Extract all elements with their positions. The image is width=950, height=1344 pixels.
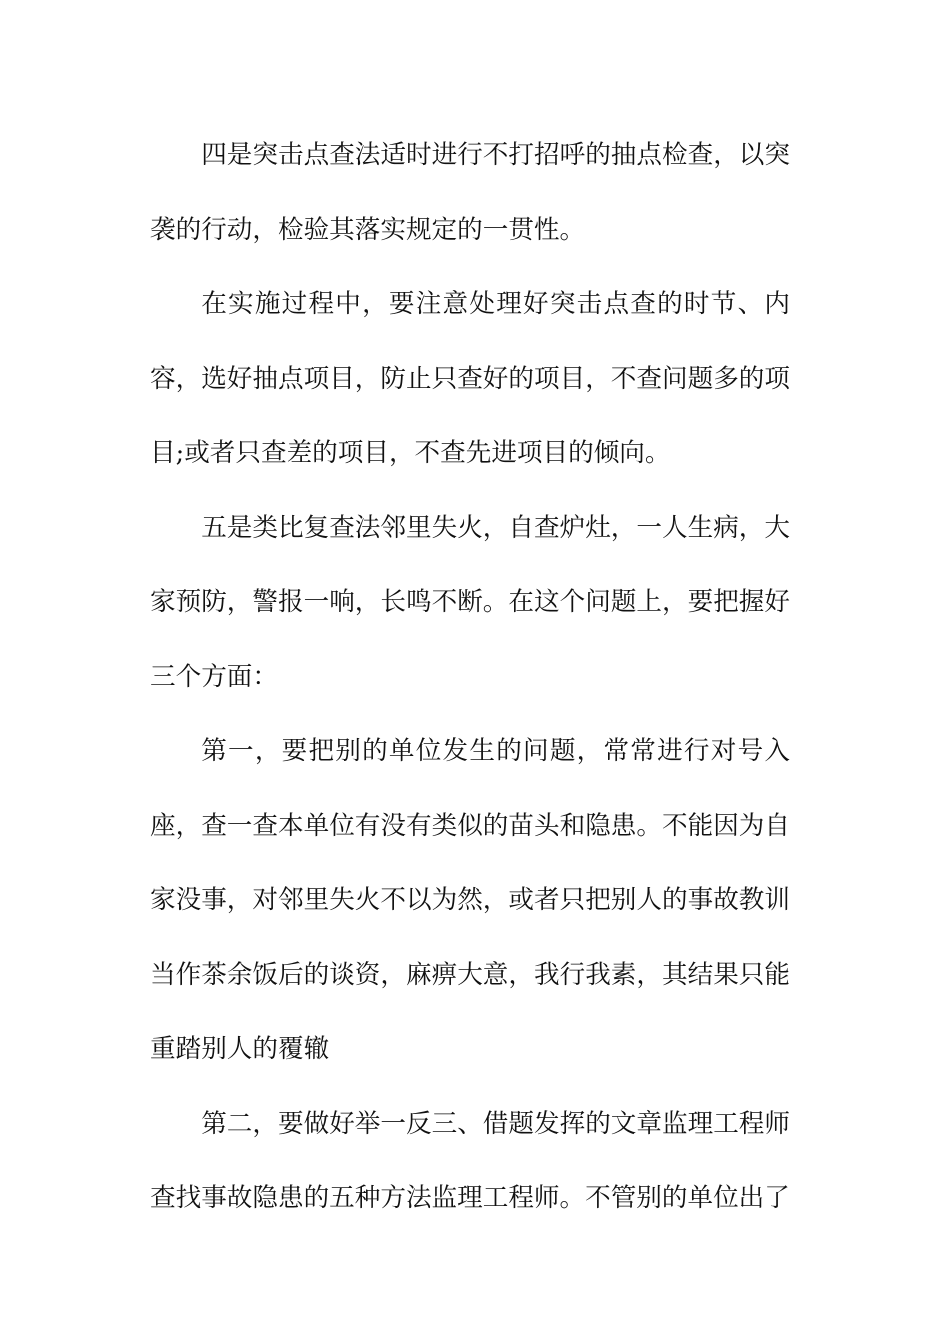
body-text [150, 118, 790, 1236]
paragraph-point-one: 第一，要把别的单位发生的问题，常常进行对号入座，查一查本单位有没有类似的苗头和隐患。不能因为自家没事，对邻里失火不以为然，或者只把别人的事故教训当作茶余饭后的谈资，麻痹大意，我行我素，其结果只能重踏别人的覆辙 [150, 736, 790, 1064]
paragraph-sudden-spot-check: 四是突击点查法适时进行不打招呼的抽点检查，以突袭的行动，检验其落实规定的一贯性。 [150, 140, 790, 245]
paragraph-point-two: 第二，要做好举一反三、借题发挥的文章监理工程师查找事故隐患的五种方法监理工程师。不管别的单位出了 [150, 1108, 790, 1213]
paragraph-analogy-recheck: 五是类比复查法邻里失火，自查炉灶，一人生病，大家预防，警报一响，长鸣不断。在这个问题上，要把握好三个方面： [150, 512, 790, 692]
paragraph-implementation-notes: 在实施过程中，要注意处理好突击点查的时节、内容，选好抽点项目，防止只查好的项目，不查问题多的项目;或者只查差的项目，不查先进项目的倾向。 [150, 289, 790, 468]
